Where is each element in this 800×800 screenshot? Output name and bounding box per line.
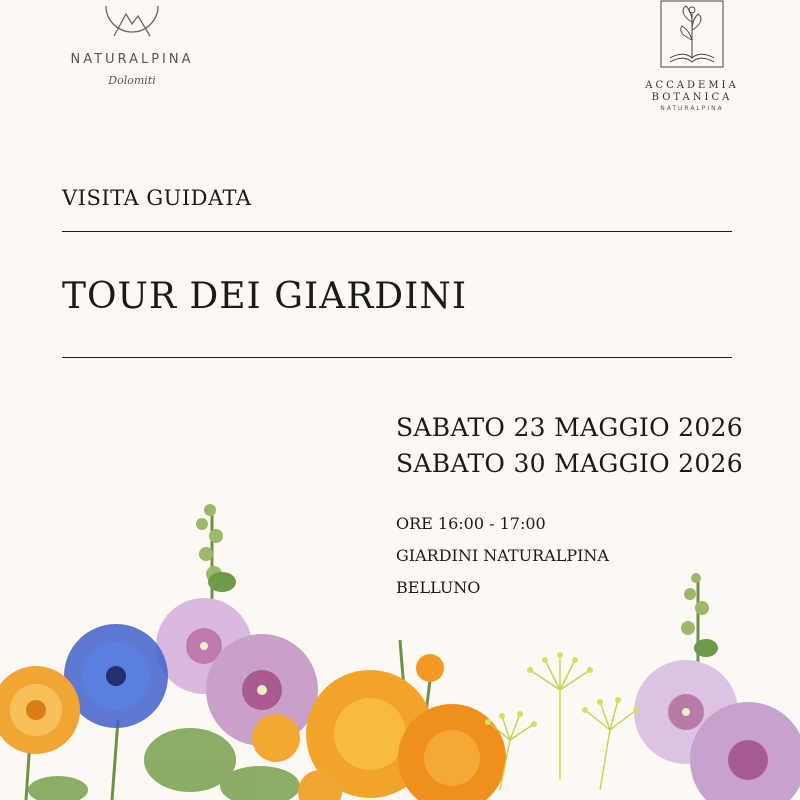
- event-venue: GIARDINI NATURALPINA: [396, 546, 609, 565]
- brand-name: NATURALPINA: [70, 52, 194, 67]
- event-date-2: SABATO 30 MAGGIO 2026: [396, 449, 743, 478]
- event-dates: [396, 410, 743, 482]
- divider-top: [62, 231, 732, 232]
- event-city: BELLUNO: [396, 578, 481, 597]
- event-title: TOUR DEI GIARDINI: [62, 276, 468, 317]
- logo-line-botanica: BOTANICA: [651, 92, 733, 103]
- logo-line-naturalpina: NATURALPINA: [660, 105, 724, 112]
- event-time: ORE 16:00 - 17:00: [396, 514, 546, 533]
- brand-signature: Dolomiti: [108, 74, 156, 87]
- event-type: VISITA GUIDATA: [62, 186, 252, 210]
- botanical-book-icon: [660, 0, 724, 70]
- logo-line-accademia: ACCADEMIA: [645, 80, 739, 91]
- divider-bottom: [62, 357, 732, 358]
- accademia-botanica-logo: [640, 0, 744, 120]
- watercolor-flowers-illustration: [0, 490, 800, 800]
- event-date-1: SABATO 23 MAGGIO 2026: [396, 413, 743, 442]
- mountain-circle-icon: [98, 0, 166, 48]
- naturalpina-logo: [62, 0, 202, 100]
